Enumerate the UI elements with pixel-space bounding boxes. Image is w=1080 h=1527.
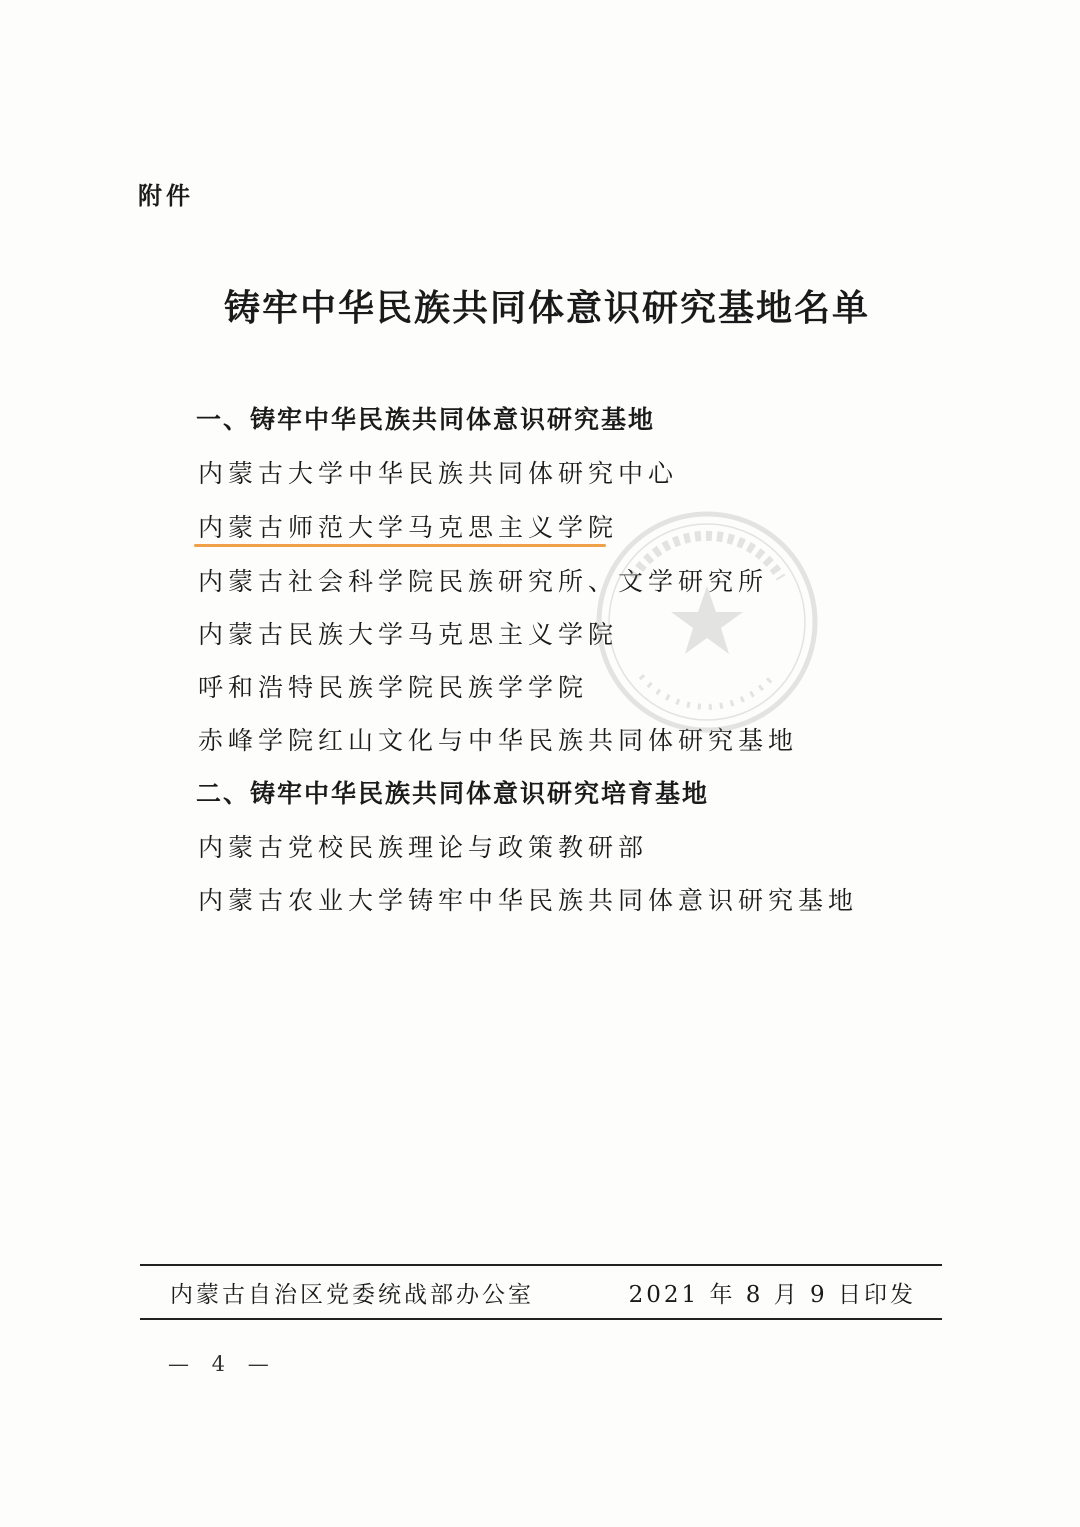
list-item: 内蒙古党校民族理论与政策教研部 — [198, 833, 649, 862]
list-item: 内蒙古大学中华民族共同体研究中心 — [198, 459, 679, 488]
section-heading-2: 二、铸牢中华民族共同体意识研究培育基地 — [196, 779, 710, 808]
list-item: 内蒙古农业大学铸牢中华民族共同体意识研究基地 — [198, 886, 859, 915]
attachment-label: 附件 — [138, 182, 194, 210]
list-item: 赤峰学院红山文化与中华民族共同体研究基地 — [198, 726, 799, 755]
list-item: 呼和浩特民族学院民族学学院 — [198, 673, 589, 702]
page-title: 铸牢中华民族共同体意识研究基地名单 — [223, 288, 870, 329]
list-item: 内蒙古社会科学院民族研究所、文学研究所 — [198, 567, 769, 596]
page-number: — 4 — — [168, 1352, 277, 1376]
footer-divider-top — [140, 1264, 942, 1266]
footer-divider-bottom — [140, 1318, 942, 1320]
highlight-underline — [194, 544, 606, 547]
official-seal-stamp — [593, 508, 821, 736]
list-item: 内蒙古师范大学马克思主义学院 — [198, 513, 619, 542]
list-item: 内蒙古民族大学马克思主义学院 — [198, 620, 619, 649]
issue-date: 2021 年 8 月 9 日印发 — [628, 1282, 916, 1308]
issuer-name: 内蒙古自治区党委统战部办公室 — [170, 1282, 534, 1308]
section-heading-1: 一、铸牢中华民族共同体意识研究基地 — [196, 405, 656, 434]
